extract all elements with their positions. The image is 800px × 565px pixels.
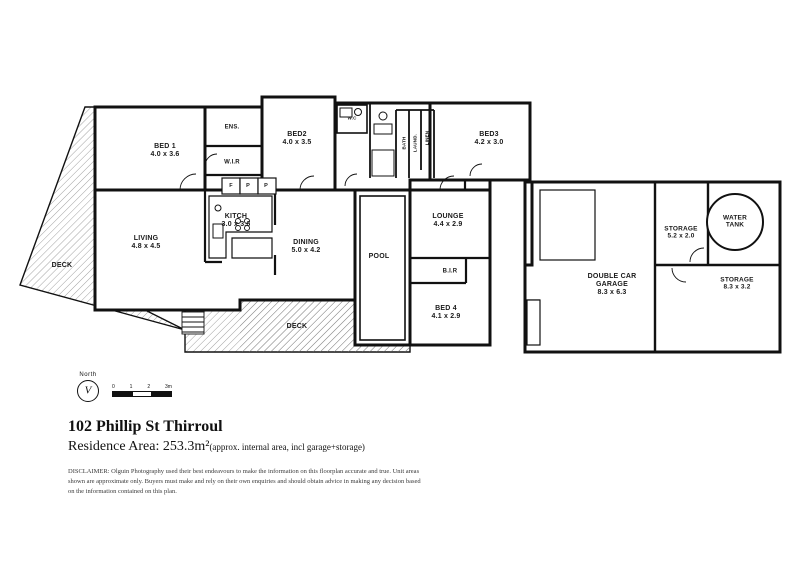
room-name: ENS. (224, 124, 240, 131)
fixture-code: F (229, 182, 233, 189)
fixture-code: P (246, 182, 250, 189)
room-name: BED 4 (435, 304, 457, 312)
room-dimensions: 4.8 x 4.5 (131, 243, 161, 250)
room-name: LAUND. (412, 133, 418, 153)
page-title: 102 Phillip St Thirroul (68, 418, 223, 435)
room-dimensions: 8.3 x 3.2 (723, 284, 751, 291)
room-dimensions: 4.4 x 2.9 (433, 221, 463, 228)
room-name: POOL (368, 252, 390, 260)
room-name: LIVING (133, 234, 159, 242)
room-dimensions: 5.2 x 2.0 (667, 233, 695, 240)
scale-tick-2: 2 (147, 384, 151, 390)
room-dimensions: 4.0 x 3.5 (282, 139, 312, 146)
room-dimensions: 5.0 x 4.2 (291, 247, 321, 254)
residence-area (68, 439, 498, 455)
room-name: BED2 (287, 130, 307, 138)
room-dimensions: 3.0 x 3.6 (221, 221, 251, 228)
residence-area-value: Residence Area: 253.3m² (68, 439, 210, 454)
room-name: BED 1 (154, 142, 176, 150)
disclaimer-text: DISCLAIMER: Olguin Photography used their best endeavours to make the information on this floorplan accurate and true. Unit areas shown are approximate only. Buyers must make and rely on their own enquiries and should obtain advice in making any decision based on the information contained on this plan. (68, 468, 421, 496)
room-dimensions: 4.0 x 3.6 (150, 151, 180, 158)
plan-footer (68, 418, 498, 497)
room-name: BATH (401, 136, 407, 150)
room-name: LOUNGE (432, 212, 464, 220)
room-dimensions: 4.1 x 2.9 (431, 313, 461, 320)
residence-area-note: (approx. internal area, incl garage+storage) (209, 442, 365, 452)
room-name: W.I.R (224, 159, 240, 166)
compass-north-label: North (79, 372, 97, 378)
room-name: WATER TANK (723, 214, 747, 229)
room-name: W.C (347, 115, 357, 121)
room-dimensions: 8.3 x 6.3 (597, 289, 627, 297)
garage-block (525, 182, 780, 352)
fixture-code: P (264, 182, 268, 189)
scale-bar (112, 384, 172, 397)
room-name: BED3 (479, 130, 499, 138)
scale-bar-graphic (112, 391, 172, 397)
room-name: LINEN (424, 130, 430, 146)
scale-tick-0: 0 (112, 384, 115, 390)
room-name: DECK (51, 261, 73, 269)
compass (68, 372, 108, 402)
room-name: STORAGE (664, 225, 698, 233)
room-name: DOUBLE CAR GARAGE (587, 272, 637, 288)
scale-tick-3: 3m (165, 384, 172, 390)
room-name: B.I.R (442, 268, 458, 275)
room-name: DINING (293, 238, 319, 246)
scale-ticks (112, 384, 172, 390)
scale-tick-1: 1 (129, 384, 133, 390)
room-name: STORAGE (720, 276, 754, 284)
compass-needle: V (84, 384, 92, 397)
room-name: DECK (286, 322, 308, 330)
room-dimensions: 4.2 x 3.0 (474, 139, 504, 146)
room-name: KITCH (224, 212, 248, 220)
compass-dial (77, 380, 99, 402)
